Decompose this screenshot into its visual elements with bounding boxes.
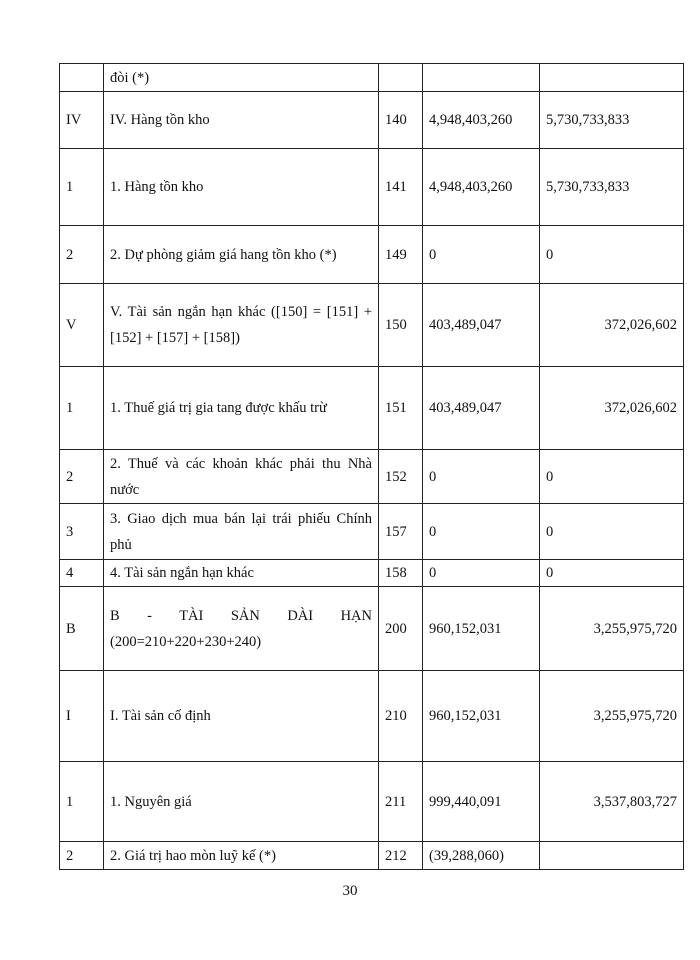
item-name-cell: 2. Thuế và các khoản khác phải thu Nhà nước	[104, 450, 379, 504]
stt-cell: 2	[60, 450, 104, 504]
stt-cell: 1	[60, 762, 104, 842]
item-name-cell: IV. Hàng tồn kho	[104, 92, 379, 149]
item-name-cell: 1. Hàng tồn kho	[104, 149, 379, 226]
stt-cell: V	[60, 284, 104, 367]
code-cell: 210	[379, 671, 423, 762]
table-row	[60, 842, 684, 870]
table-row	[60, 504, 684, 560]
stt-cell	[60, 64, 104, 92]
stt-cell: 1	[60, 149, 104, 226]
end-balance-cell: 0	[423, 226, 540, 284]
begin-balance-cell: 0	[540, 226, 684, 284]
begin-balance-cell: 372,026,602	[540, 284, 684, 367]
end-balance-cell	[423, 64, 540, 92]
end-balance-cell: 0	[423, 560, 540, 587]
code-cell: 149	[379, 226, 423, 284]
stt-cell: I	[60, 671, 104, 762]
end-balance-cell: 960,152,031	[423, 671, 540, 762]
code-cell: 150	[379, 284, 423, 367]
begin-balance-cell: 372,026,602	[540, 367, 684, 450]
begin-balance-cell: 5,730,733,833	[540, 149, 684, 226]
code-cell: 200	[379, 587, 423, 671]
begin-balance-cell: 3,537,803,727	[540, 762, 684, 842]
item-name-cell: 3. Giao dịch mua bán lại trái phiếu Chính phủ	[104, 504, 379, 560]
end-balance-cell: 4,948,403,260	[423, 92, 540, 149]
item-name-cell: 1. Nguyên giá	[104, 762, 379, 842]
table-row	[60, 92, 684, 149]
code-cell: 152	[379, 450, 423, 504]
table-row	[60, 560, 684, 587]
stt-cell: 3	[60, 504, 104, 560]
code-cell: 158	[379, 560, 423, 587]
stt-cell: 2	[60, 226, 104, 284]
begin-balance-cell: 5,730,733,833	[540, 92, 684, 149]
table-row	[60, 671, 684, 762]
begin-balance-cell: 3,255,975,720	[540, 587, 684, 671]
table-row	[60, 149, 684, 226]
end-balance-cell: 999,440,091	[423, 762, 540, 842]
item-name-cell: đòi (*)	[104, 64, 379, 92]
begin-balance-cell	[540, 842, 684, 870]
end-balance-cell: (39,288,060)	[423, 842, 540, 870]
balance-sheet-table	[59, 63, 684, 870]
end-balance-cell: 403,489,047	[423, 284, 540, 367]
end-balance-cell: 403,489,047	[423, 367, 540, 450]
page-number: 30	[342, 883, 358, 899]
code-cell: 140	[379, 92, 423, 149]
table-row	[60, 367, 684, 450]
stt-cell: 4	[60, 560, 104, 587]
end-balance-cell: 960,152,031	[423, 587, 540, 671]
end-balance-cell: 4,948,403,260	[423, 149, 540, 226]
item-name-cell: 4. Tài sản ngắn hạn khác	[104, 560, 379, 587]
item-name-line2: (200=210+220+230+240)	[110, 633, 262, 650]
table-row	[60, 762, 684, 842]
item-name-cell	[104, 587, 379, 671]
stt-cell: IV	[60, 92, 104, 149]
item-name-line1: B - TÀI SẢN DÀI HẠN	[110, 607, 372, 624]
code-cell: 211	[379, 762, 423, 842]
table-row	[60, 450, 684, 504]
begin-balance-cell: 0	[540, 560, 684, 587]
begin-balance-cell: 0	[540, 450, 684, 504]
stt-cell: 1	[60, 367, 104, 450]
table-row	[60, 226, 684, 284]
code-cell: 151	[379, 367, 423, 450]
stt-cell: 2	[60, 842, 104, 870]
item-name-cell: I. Tài sản cố định	[104, 671, 379, 762]
item-name-cell: 2. Giá trị hao mòn luỹ kế (*)	[104, 842, 379, 870]
table-row	[60, 284, 684, 367]
end-balance-cell: 0	[423, 450, 540, 504]
begin-balance-cell: 3,255,975,720	[540, 671, 684, 762]
item-name-cell: 2. Dự phòng giảm giá hang tồn kho (*)	[104, 226, 379, 284]
table-row	[60, 587, 684, 671]
item-name-cell: V. Tài sản ngắn hạn khác ([150] = [151] + [152] + [157] + [158])	[104, 284, 379, 367]
stt-cell: B	[60, 587, 104, 671]
begin-balance-cell: 0	[540, 504, 684, 560]
code-cell: 141	[379, 149, 423, 226]
code-cell	[379, 64, 423, 92]
code-cell: 212	[379, 842, 423, 870]
item-name-cell: 1. Thuế giá trị gia tang được khấu trừ	[104, 367, 379, 450]
table-row	[60, 64, 684, 92]
code-cell: 157	[379, 504, 423, 560]
end-balance-cell: 0	[423, 504, 540, 560]
begin-balance-cell	[540, 64, 684, 92]
